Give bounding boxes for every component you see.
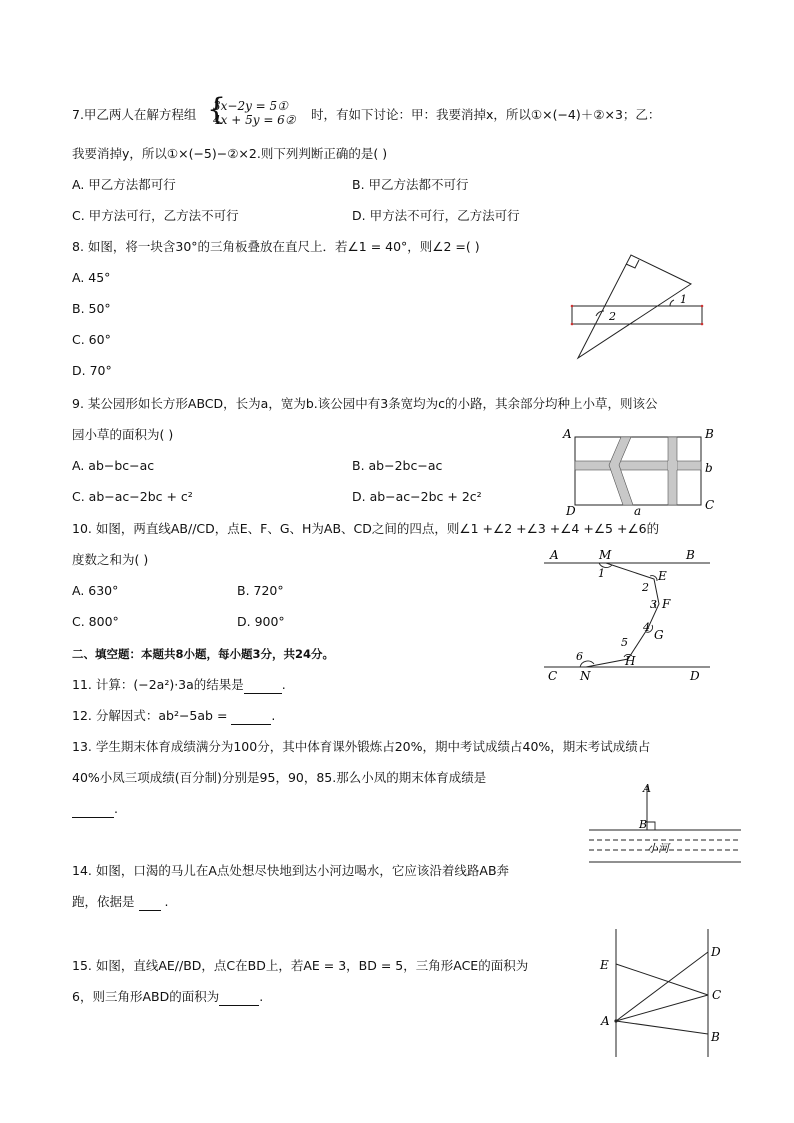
q10-option-a: A. 630°: [72, 583, 119, 598]
q10-label-d: D: [690, 669, 700, 683]
q12-text: 12. 分解因式：ab²−5ab =: [72, 708, 228, 723]
q8-option-c: C. 60°: [72, 332, 111, 347]
q10-line1: 10. 如图，两直线AB//CD，点E、F、G、H为AB、CD之间的四点，则∠1 +∠2 +∠3 +∠4 +∠5 +∠6的: [72, 521, 660, 536]
q15-label-b: B: [711, 1030, 720, 1044]
q11: [72, 676, 286, 694]
q15-label-c: C: [712, 988, 722, 1002]
q10-angle-5: 5: [621, 636, 628, 649]
q9-label-d: D: [566, 504, 576, 517]
q10-label-m: M: [599, 548, 612, 562]
q7-system-brace: {: [207, 92, 227, 127]
q7-line2: 我要消掉y，所以①×(−5)−②×2.则下列判断正确的是( ): [72, 146, 388, 161]
q7-line1: [72, 106, 196, 124]
q11-text: 11. 计算：(−2a²)·3a的结果是: [72, 677, 244, 692]
q14-answer-blank[interactable]: [139, 897, 161, 911]
q9-label-a: A: [563, 427, 572, 441]
q15-line2: [72, 988, 263, 1006]
q15-label-d: D: [711, 945, 721, 959]
q9-label-b: B: [705, 427, 714, 441]
q9-figure-park: [555, 425, 725, 517]
q10-option-b: B. 720°: [237, 583, 284, 598]
q15-figure-parallel-triangles: [592, 925, 732, 1060]
q10-figure-parallel-lines: [540, 546, 720, 686]
q9-label-c: C: [705, 498, 715, 512]
q9-option-b: B. ab−2bc−ac: [352, 458, 443, 473]
q13-line1: 13. 学生期末体育成绩满分为100分，其中体育课外锻炼占20%，期中考试成绩占40%，期末考试成绩占: [72, 739, 651, 754]
q10-label-c: C: [548, 669, 558, 683]
q10-label-f: F: [662, 597, 671, 611]
q15-answer-blank[interactable]: [219, 992, 259, 1006]
q13-answer-blank[interactable]: [72, 804, 114, 818]
q7-equation-2: 4x + 5y = 6②: [213, 113, 296, 127]
q10-angle-6: 6: [576, 650, 583, 663]
q11-answer-blank[interactable]: [244, 680, 282, 694]
q7-equation-1: 3x−2y = 5①: [213, 99, 288, 113]
q9-option-c: C. ab−ac−2bc + c²: [72, 489, 193, 504]
q7-suffix: 时，有如下讨论：甲：我要消掉x，所以①×(−4)＋②×3；乙：: [311, 107, 661, 122]
q10-label-g: G: [654, 628, 664, 642]
q10-angle-4: 4: [643, 621, 650, 634]
q10-line2: 度数之和为( ): [72, 552, 149, 567]
q8-stem: 8. 如图，将一块含30°的三角板叠放在直尺上．若∠1 = 40°，则∠2 =( ): [72, 239, 480, 254]
q13-label-a: A: [643, 782, 651, 795]
q10-label-e: E: [658, 569, 667, 583]
q7-option-b: B. 甲乙方法都不可行: [352, 177, 469, 192]
q14-line1: 14. 如图，口渴的马儿在A点处想尽快地到达小河边喝水，它应该沿着线路AB奔: [72, 863, 510, 878]
q8-option-d: D. 70°: [72, 363, 112, 378]
q10-angle-1: 1: [598, 567, 605, 580]
q9-option-d: D. ab−ac−2bc + 2c²: [352, 489, 482, 504]
q15-line1: 15. 如图，直线AE//BD，点C在BD上，若AE = 3，BD = 5，三角形ACE的面积为: [72, 958, 529, 973]
q8-figure-triangle-on-ruler: [560, 245, 710, 365]
q9-option-a: A. ab−bc−ac: [72, 458, 155, 473]
q9-label-width: b: [705, 461, 713, 475]
q8-option-a: A. 45°: [72, 270, 111, 285]
q10-label-a: A: [550, 548, 559, 562]
q13-figure-horse-river: [585, 778, 745, 868]
q10-label-h: H: [625, 654, 636, 668]
q9-line1: 9. 某公园形如长方形ABCD，长为a，宽为b.该公园中有3条宽均为c的小路，其余部分均种上小草，则该公: [72, 396, 658, 411]
q15-label-a: A: [601, 1014, 610, 1028]
q14-line2-text: 跑，依据是: [72, 894, 135, 909]
q10-option-c: C. 800°: [72, 614, 119, 629]
q7-equation-system: [213, 99, 296, 127]
q9-label-length: a: [634, 504, 642, 517]
q13-label-b: B: [639, 818, 648, 831]
q14-end: .: [164, 894, 169, 909]
q12: [72, 707, 275, 725]
q7-option-c: C. 甲方法可行，乙方法不可行: [72, 208, 239, 223]
q15-label-e: E: [600, 958, 609, 972]
q8-angle-1-label: 1: [680, 293, 687, 306]
q14-line2: [72, 893, 168, 911]
q13-line3: [72, 800, 118, 818]
q11-end: .: [281, 677, 286, 692]
q13-river-label: 小河: [647, 842, 669, 855]
q10-angle-2: 2: [642, 581, 649, 594]
q8-option-b: B. 50°: [72, 301, 111, 316]
q10-option-d: D. 900°: [237, 614, 285, 629]
q12-answer-blank[interactable]: [231, 711, 271, 725]
q10-label-b: B: [686, 548, 695, 562]
q7-option-d: D. 甲方法不可行，乙方法可行: [352, 208, 520, 223]
q10-label-n: N: [580, 669, 591, 683]
q15-end: .: [259, 989, 264, 1004]
q12-end: .: [271, 708, 276, 723]
q10-angle-3: 3: [650, 598, 657, 611]
q13-line2: 40%小凤三项成绩(百分制)分别是95，90，85.那么小凤的期末体育成绩是: [72, 770, 487, 785]
q7-prefix: 7.甲乙两人在解方程组: [72, 107, 197, 122]
q13-end: .: [114, 801, 118, 816]
section-2-heading: 二、填空题：本题共8小题，每小题3分，共24分。: [72, 647, 335, 661]
q7-option-a: A. 甲乙方法都可行: [72, 177, 176, 192]
q9-line2: 园小草的面积为( ): [72, 427, 174, 442]
q8-angle-2-label: 2: [609, 310, 616, 323]
q15-line2-text: 6，则三角形ABD的面积为: [72, 989, 220, 1004]
